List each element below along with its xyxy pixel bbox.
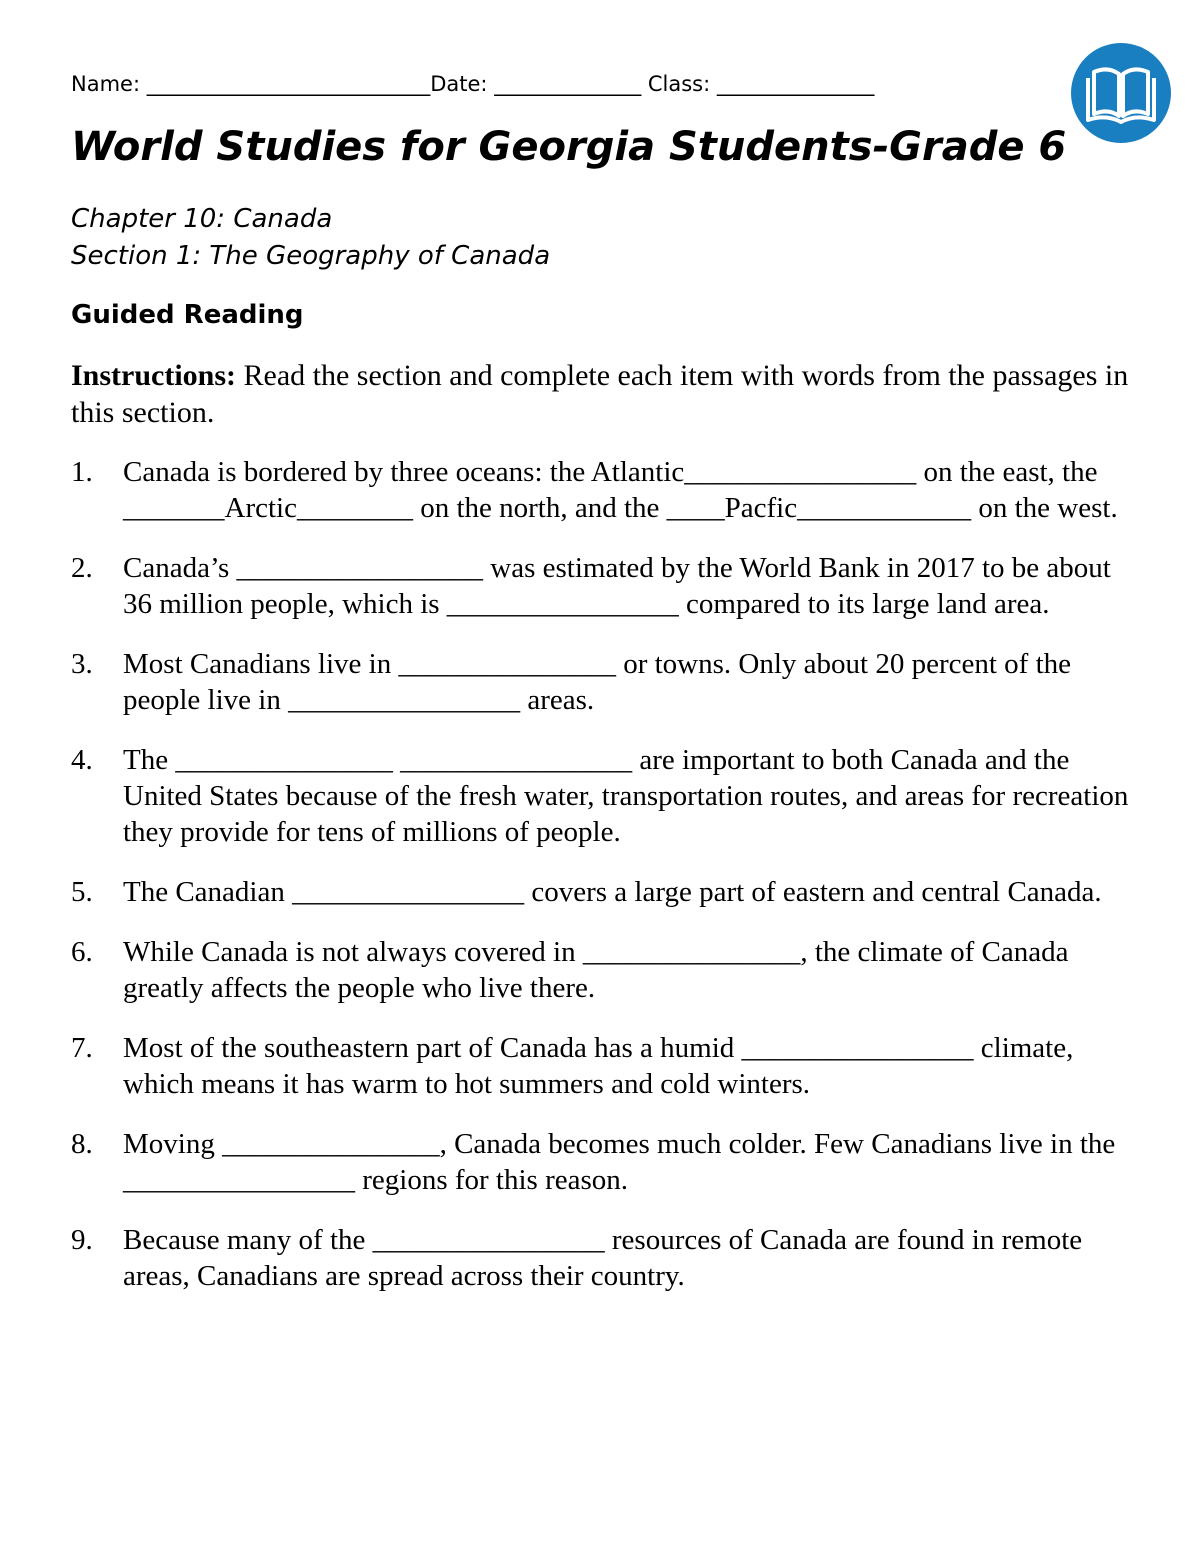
instructions-text: Read the section and complete each item with words from the passages in this section. bbox=[71, 359, 1129, 429]
question-item bbox=[71, 1222, 1141, 1294]
class-blank: _______________ bbox=[716, 72, 875, 96]
question-number: 4. bbox=[71, 744, 93, 776]
instructions bbox=[71, 357, 1131, 431]
class-label: Class: bbox=[647, 72, 711, 96]
question-number: 6. bbox=[71, 936, 93, 968]
question-text: While Canada is not always covered in _______________, the climate of Canada greatly affects the people who live there. bbox=[123, 936, 1069, 1004]
question-text: Canada is bordered by three oceans: the Atlantic________________ on the east, the _______Arctic________ on the north, and the ____Pacfic____________ on the west. bbox=[123, 456, 1118, 524]
date-label: Date: bbox=[430, 72, 488, 96]
question-item bbox=[71, 550, 1141, 622]
question-text: The _______________ ________________ are important to both Canada and the United States because of the fresh water, transportation routes, and areas for recreation they provide for tens of millions of people. bbox=[123, 744, 1129, 848]
instructions-label: Instructions: bbox=[71, 359, 237, 392]
question-number: 9. bbox=[71, 1224, 93, 1256]
question-item bbox=[71, 454, 1141, 526]
student-info-line bbox=[71, 72, 1061, 96]
question-text: Moving _______________, Canada becomes much colder. Few Canadians live in the ________________ regions for this reason. bbox=[123, 1128, 1116, 1196]
date-blank: ______________ bbox=[494, 72, 642, 96]
question-item bbox=[71, 874, 1141, 910]
question-item bbox=[71, 742, 1141, 850]
guided-reading-heading: Guided Reading bbox=[71, 300, 304, 330]
name-label: Name: bbox=[71, 72, 141, 96]
question-item bbox=[71, 934, 1141, 1006]
page-title: World Studies for Georgia Students-Grade 6 bbox=[71, 124, 1067, 170]
question-text: Because many of the ________________ resources of Canada are found in remote areas, Canadians are spread across their country. bbox=[123, 1224, 1083, 1292]
question-item bbox=[71, 1126, 1141, 1198]
question-text: Most Canadians live in _______________ or towns. Only about 20 percent of the people live in ________________ areas. bbox=[123, 648, 1072, 716]
question-number: 5. bbox=[71, 876, 93, 908]
question-number: 2. bbox=[71, 552, 93, 584]
chapter-heading: Chapter 10: Canada bbox=[71, 204, 333, 234]
question-number: 7. bbox=[71, 1032, 93, 1064]
question-number: 1. bbox=[71, 456, 93, 488]
question-item bbox=[71, 1030, 1141, 1102]
section-heading: Section 1: The Geography of Canada bbox=[71, 241, 551, 271]
question-number: 8. bbox=[71, 1128, 93, 1160]
question-text: The Canadian ________________ covers a large part of eastern and central Canada. bbox=[123, 876, 1102, 908]
open-book-icon bbox=[1070, 42, 1172, 144]
question-text: Canada’s _________________ was estimated by the World Bank in 2017 to be about 36 million people, which is ________________ compared to its large land area. bbox=[123, 552, 1111, 620]
name-blank: ___________________________ bbox=[146, 72, 431, 96]
question-item bbox=[71, 646, 1141, 718]
question-number: 3. bbox=[71, 648, 93, 680]
question-text: Most of the southeastern part of Canada has a humid ________________ climate, which means it has warm to hot summers and cold winters. bbox=[123, 1032, 1074, 1100]
question-list bbox=[71, 454, 1141, 1318]
